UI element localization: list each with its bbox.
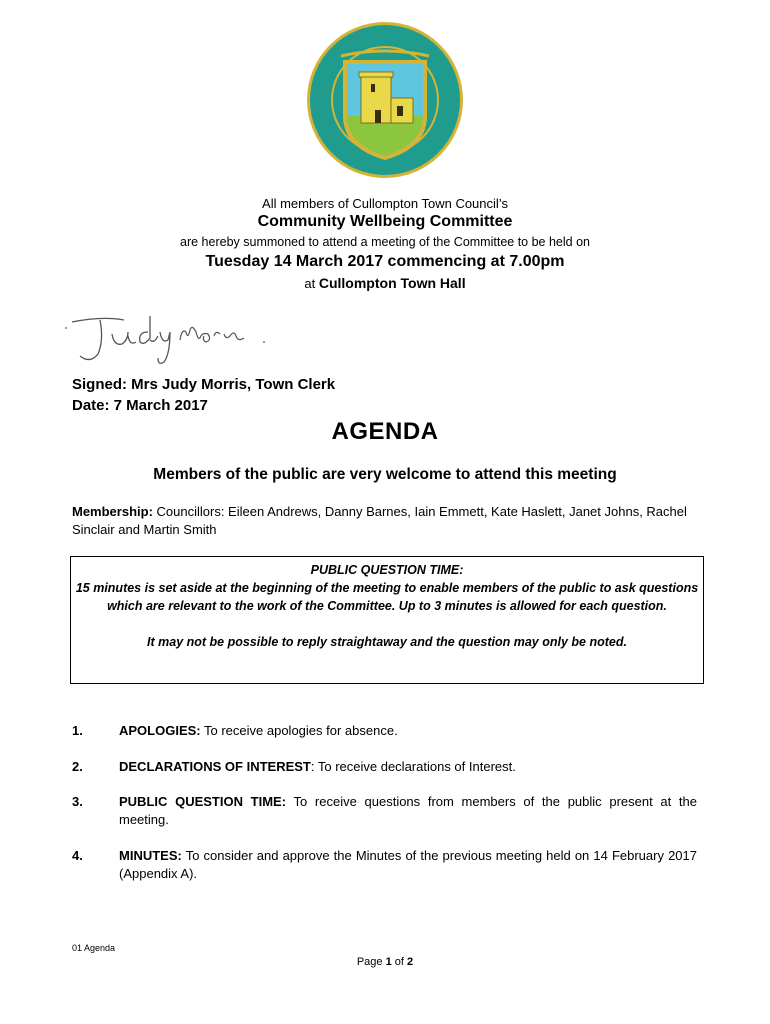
of-word: of	[394, 956, 404, 968]
page-number	[0, 956, 770, 968]
item-number: 1.	[72, 723, 83, 738]
membership-list: Councillors: Eileen Andrews, Danny Barnes, Iain Emmett, Kate Haslett, Janet Johns, Rachel Sinclair and Martin Smith	[72, 504, 687, 537]
item-text: To receive apologies for absence.	[200, 723, 398, 738]
membership-label: Membership:	[72, 504, 153, 519]
item-label: APOLOGIES:	[119, 723, 201, 738]
item-text: To consider and approve the Minutes of the previous meeting held on 14 February 2017 (Appendix A).	[119, 848, 697, 881]
item-text: To receive questions from members of the public present at the meeting.	[119, 794, 697, 827]
venue-at: at	[304, 276, 316, 291]
signed-date: Date: 7 March 2017	[72, 397, 208, 414]
item-label: DECLARATIONS OF INTEREST	[119, 759, 311, 774]
total-pages: 2	[407, 956, 414, 968]
committee-name: Community Wellbeing Committee	[257, 213, 513, 230]
item-number: 2.	[72, 759, 83, 774]
item-label: MINUTES:	[119, 848, 182, 863]
summons-intro: All members of Cullompton Town Council’s	[262, 196, 508, 211]
venue-name: Cullompton Town Hall	[318, 275, 466, 291]
item-label: PUBLIC QUESTION TIME:	[119, 794, 287, 809]
item-number: 3.	[72, 794, 83, 809]
item-text: : To receive declarations of Interest.	[310, 759, 516, 774]
membership	[72, 503, 702, 539]
public-welcome: Members of the public are very welcome to attend this meeting	[153, 466, 617, 483]
item-number: 4.	[72, 848, 83, 863]
public-question-box	[70, 556, 704, 684]
council-crest-logo	[305, 20, 465, 180]
signed-by: Signed: Mrs Judy Morris, Town Clerk	[72, 376, 336, 393]
signed-block	[72, 374, 335, 416]
question-box-body: 15 minutes is set aside at the beginning of the meeting to enable members of the public to ask questions which are relevant to the work of the Committee. Up to 3 minutes is allowed for each question.	[75, 581, 699, 613]
handwritten-signature	[62, 310, 282, 370]
summons-text: are hereby summoned to attend a meeting of the Committee to be held on	[180, 235, 590, 249]
agenda-title: AGENDA	[331, 418, 439, 445]
question-box-note: It may not be possible to reply straightaway and the question may only be noted.	[147, 635, 627, 649]
page-word: Page	[356, 956, 383, 968]
meeting-datetime: Tuesday 14 March 2017 commencing at 7.00pm	[205, 253, 565, 270]
current-page: 1	[385, 956, 392, 968]
meeting-venue-line	[0, 275, 770, 291]
question-box-heading: PUBLIC QUESTION TIME:	[310, 563, 464, 577]
document-reference: 01 Agenda	[72, 943, 116, 953]
